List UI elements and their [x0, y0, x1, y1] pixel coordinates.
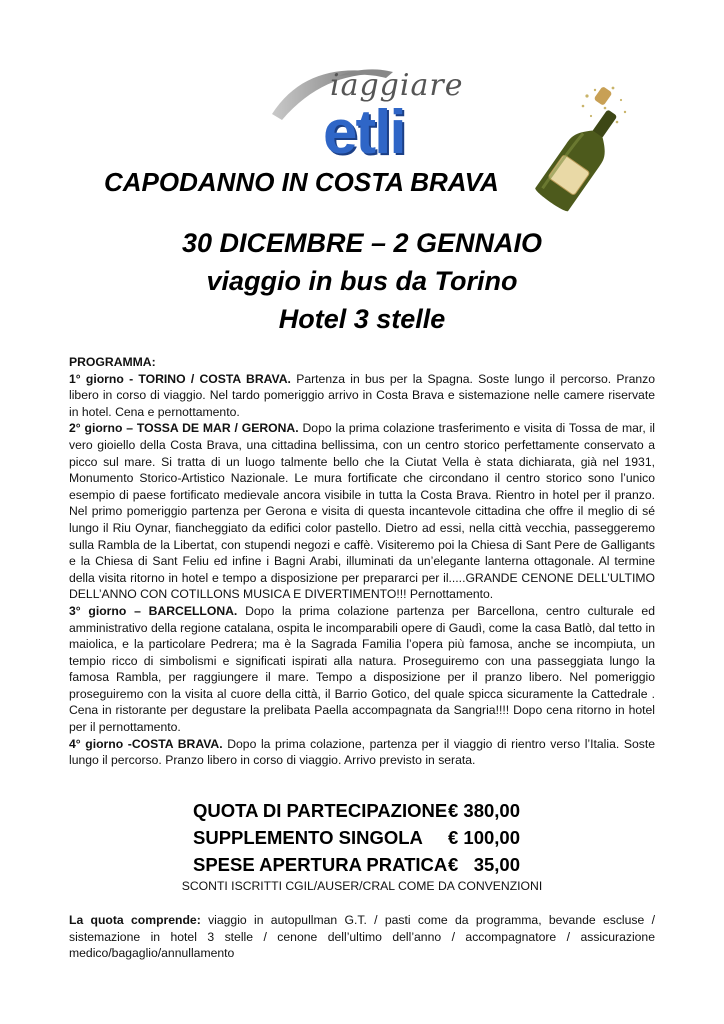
logo-tagline: iaggiare — [330, 68, 464, 103]
discount-note: SCONTI ISCRITTI CGIL/AUSER/CRAL COME DA CONVENZIONI — [181, 879, 543, 893]
program-day-4 — [69, 736, 655, 769]
subtitle-hotel: Hotel 3 stelle — [278, 304, 446, 334]
price-label: SPESE APERTURA PRATICA — [193, 854, 448, 875]
subtitle-bus: viaggio in bus da Torino — [206, 266, 518, 296]
subtitle-dates: 30 DICEMBRE – 2 GENNAIO — [181, 228, 543, 258]
price-label: QUOTA DI PARTECIPAZIONE — [193, 800, 448, 821]
program-heading: PROGRAMMA: — [69, 355, 156, 369]
etli-logo — [268, 62, 468, 167]
day-text: Dopo la prima colazione trasferimento e visita di Tossa de mar, il vero gioiello della Costa Brava, una cittadina bellissima, con un centro storico perfettamente conservato a picco sul mare. Si tratta di un luogo talmente bello che la Ciutat Vella è stata dichiarata, già nel 1931, Monumento Storico-Artistico Nazionale. Le mura fortificate che circondano il centro storico sono l’unico esempio di paese fortificato medievale ancora visibile in tutta la Costa Brava. Rientro in hotel per il pranzo. Nel primo pomeriggio partenza per Gerona e visita di questa incantevole cittadina che offre il meglio di sé lungo il Riu Oynar, fiancheggiato da edifici color pastello. Dietro ad essi, nella città vecchia, passeggeremo sulla Rambla de la Libertat, con stupendi negozi e caffè. Visiteremo poi la Chiesa di Sant Pere de Galligants e la Chiesa di Sant Feliu ed infine i Bagni Arabi, illuminati da un’elegante lanterna ottagonale. Al termine della visita ritorno in hotel e tempo a disposizione per prepararci per il.....GRANDE CENONE DELL’ULTIMO DELL’ANNO CON COTILLONS MUSICA E DIVERTIMENTO!!! Pernottamento. — [69, 421, 655, 602]
page-title: CAPODANNO IN COSTA BRAVA — [104, 167, 499, 197]
includes-section — [69, 912, 655, 962]
day-text: Dopo la prima colazione, partenza per il viaggio di rientro verso l’Italia. Soste lungo il percorso. Pranzo libero in corso di viaggio. Arrivo previsto in serata. — [69, 736, 655, 768]
day-label: 2° giorno – TOSSA DE MAR / GERONA. — [69, 421, 299, 436]
day-label: 1° giorno - TORINO / COSTA BRAVA. — [69, 371, 291, 386]
price-label: SUPPLEMENTO SINGOLA — [193, 827, 423, 848]
day-label: 3° giorno – BARCELLONA. — [69, 603, 238, 618]
price-row-participation — [193, 800, 553, 827]
program-day-3 — [69, 603, 655, 736]
price-row-single-supplement — [193, 827, 553, 854]
includes-text: viaggio in autopullman G.T. / pasti come da programma, bevande escluse / sistemazione in hotel 3 stelle / cenone dell’ultimo dell’anno / accompagnatore / assicurazione medico/bagaglio/annullamento — [69, 913, 655, 961]
price-value: € 35,00 — [448, 854, 521, 875]
logo-brand: etli — [323, 98, 405, 167]
program-day-2 — [69, 420, 655, 603]
day-label: 4° giorno -COSTA BRAVA. — [69, 736, 223, 751]
price-row-booking-fee — [193, 854, 553, 881]
day-text: Dopo la prima colazione partenza per Barcellona, centro culturale ed amministrativo della regione catalana, ospita le incomparabili opere di Gaudì, come la casa Batlò, dal tetto in maiolica, e la particolare Pedrera; ma è la Sagrada Familia l’opera più famosa, anche se incompiuta, un tempio ricco di simbolismi e significati ispirati alla natura. Proseguiremo con una passeggiata lungo la famosa Rambla, per raggiungere il mare. Tempo a disposizione per il pranzo libero. Nel pomeriggio proseguiremo con la visita al cuore della città, il Barrio Gotico, del quale spicca sicuramente la Cattedrale . Cena in ristorante per degustare la prelibata Paella accompagnata da Sangria!!!! Dopo cena ritorno in hotel per il pernottamento. — [69, 603, 655, 735]
day-text: Partenza in bus per la Spagna. Soste lungo il percorso. Pranzo libero in corso di viaggio. Nel tardo pomeriggio arrivo in Costa Brava e sistemazione nelle camere riservate in hotel. Cena e pernottamento. — [69, 371, 655, 419]
program-section — [69, 354, 655, 769]
price-value: € 100,00 — [448, 827, 521, 848]
champagne-bottle-icon — [525, 82, 635, 212]
price-value: € 380,00 — [448, 800, 521, 821]
price-list — [193, 800, 553, 881]
program-day-1 — [69, 371, 655, 421]
includes-label: La quota comprende: — [69, 913, 201, 927]
